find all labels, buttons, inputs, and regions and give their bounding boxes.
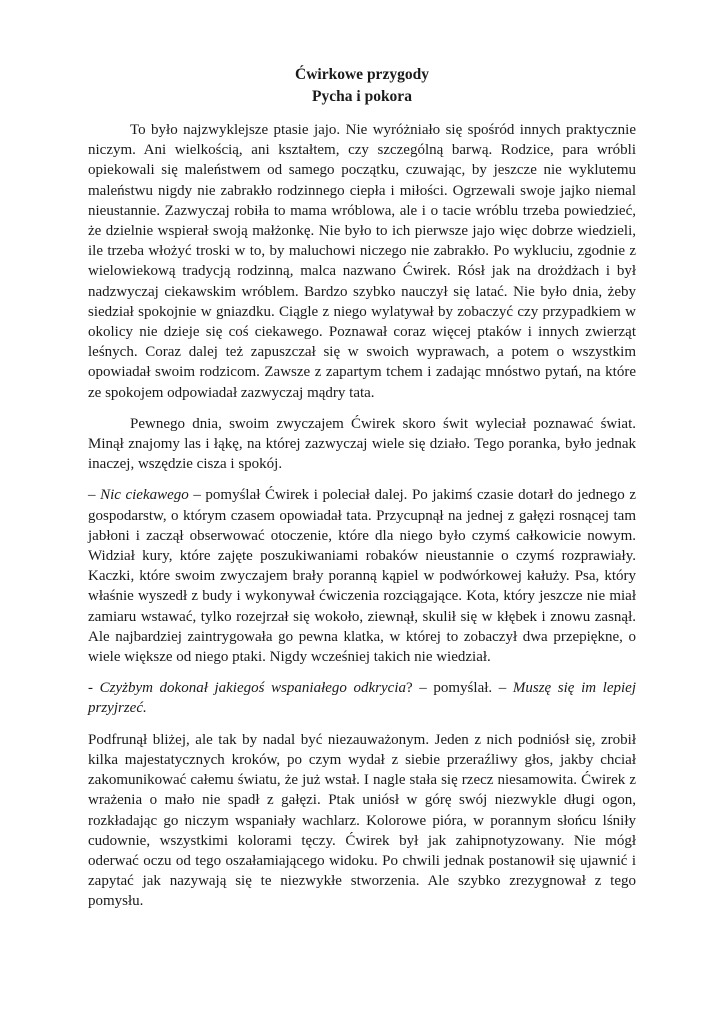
- title-block: [88, 64, 636, 108]
- thought-italic: Nic ciekawego: [100, 487, 189, 504]
- paragraph-3-text: – pomyślał Ćwirek i poleciał dalej. Po jakimś czasie dotarł do jednego z gospodarstw, o którym czasem opowiadał tata. Przycupnął na jednej z gałęzi rosnącej tam jabłoni i zaczął obserwować otoczenie, które dla niego było czymś całkowicie nowym. Widział kury, które zajęte poszukiwaniami robaków nieustannie o czymś rozprawiały. Kaczki, które swoim zwyczajem brały poranną kąpiel w podwórkowej kałuży. Psa, który właśnie wyszedł z budy i wykonywał ćwiczenia rozciągające. Kota, który jeszcze nie miał zamiaru wstawać, tylko rozejrzał się wokoło, ziewnął, skulił się w kłębek i znowu zasnął. Ale najbardziej zaintrygowała go pewna klatka, w której to zobaczył dwa przepiękne, o wiele większe od niego ptaki. Nigdy wcześniej takich nie wiedział.: [88, 487, 636, 666]
- chapter-title: Pycha i pokora: [312, 88, 412, 105]
- thought-italic-2: Muszę się im lepiej przyjrzeć.: [88, 680, 636, 717]
- paragraph-5: Podfrunął bliżej, ale tak by nadal być niezauważonym. Jeden z nich podniósł się, zrobił kilka majestatycznych kroków, po czym wydał z siebie przeraźliwy głos, jakby chciał zakomunikować całemu światu, że już wstał. I nagle stała się rzecz niesamowita. Ćwirek z wrażenia o mało nie spadł z gałęzi. Ptak uniósł w górę swój niezwykle długi ogon, rozkładając go niczym wspaniały wachlarz. Kolorowe pióra, w porannym słońcu lśniły cudownie, wszystkimi kolorami tęczy. Ćwirek był jak zahipnotyzowany. Nie mógł oderwać oczu od tego oszałamiającego widoku. Po chwili jednak postanowił się ujawnić i zapytać jak nazywają się te niezwykłe stworzenia. Ale szybko zrezygnował z tego pomysłu.: [88, 731, 636, 910]
- paragraph-1: To było najzwyklejsze ptasie jajo. Nie wyróżniało się spośród innych praktycznie niczym. Ani wielkością, ani kształtem, czy szczególną barwą. Rodzice, para wróbli opiekowali się maleństwem od samego początku, czuwając, by jeszcze nie wyklutemu maleństwu nigdy nie zabrakło rodzinnego ciepła i miłości. Ogrzewali swoje jajko niemal nieustannie. Zazwyczaj robiła to mama wróblowa, ale i o tacie wróblu trzeba powiedzieć, że dzielnie wspierał swoją małżonkę. Nie było to ich pierwsze jajo więc dobrze wiedzieli, ile trzeba włożyć troski w to, by maluchowi niczego nie zabrakło. Po wykluciu, zgodnie z wielowiekową tradycją rodzinną, malca nazwano Ćwirek. Rósł jak na drożdżach i był nadzwyczaj ciekawskim wróblem. Bardzo szybko nauczył się latać. Nie było dnia, żeby siedział spokojnie w gniazdku. Ciągle z niego wylatywał by zobaczyć czy przypadkiem w okolicy nie dzieje się coś ciekawego. Poznawał coraz więcej ptaków i innych zwierząt leśnych. Coraz dalej też zapuszczał się w swoich wyprawach, a potem o wszystkim opowiadał swoim rodzicom. Zawsze z zapartym tchem i zadając mnóstwo pytań, na które ze spokojem odpowiadał zazwyczaj mądry tata.: [88, 122, 636, 401]
- story-title: Ćwirkowe przygody: [295, 66, 429, 83]
- paragraph-2: Pewnego dnia, swoim zwyczajem Ćwirek skoro świt wyleciał poznawać świat. Minął znajomy las i łąkę, na której zazwyczaj wiele się działo. Tego poranka, było jednak inaczej, wszędzie cisza i spokój.: [88, 415, 636, 473]
- dialogue-dash: -: [88, 680, 100, 697]
- paragraph-4-mid: ? – pomyślał. –: [406, 680, 513, 697]
- dialogue-dash: –: [88, 487, 101, 504]
- paragraph-3: [88, 485, 636, 667]
- thought-italic-1: Czyżbym dokonał jakiegoś wspaniałego odkrycia: [99, 680, 407, 697]
- paragraph-4: [88, 678, 636, 718]
